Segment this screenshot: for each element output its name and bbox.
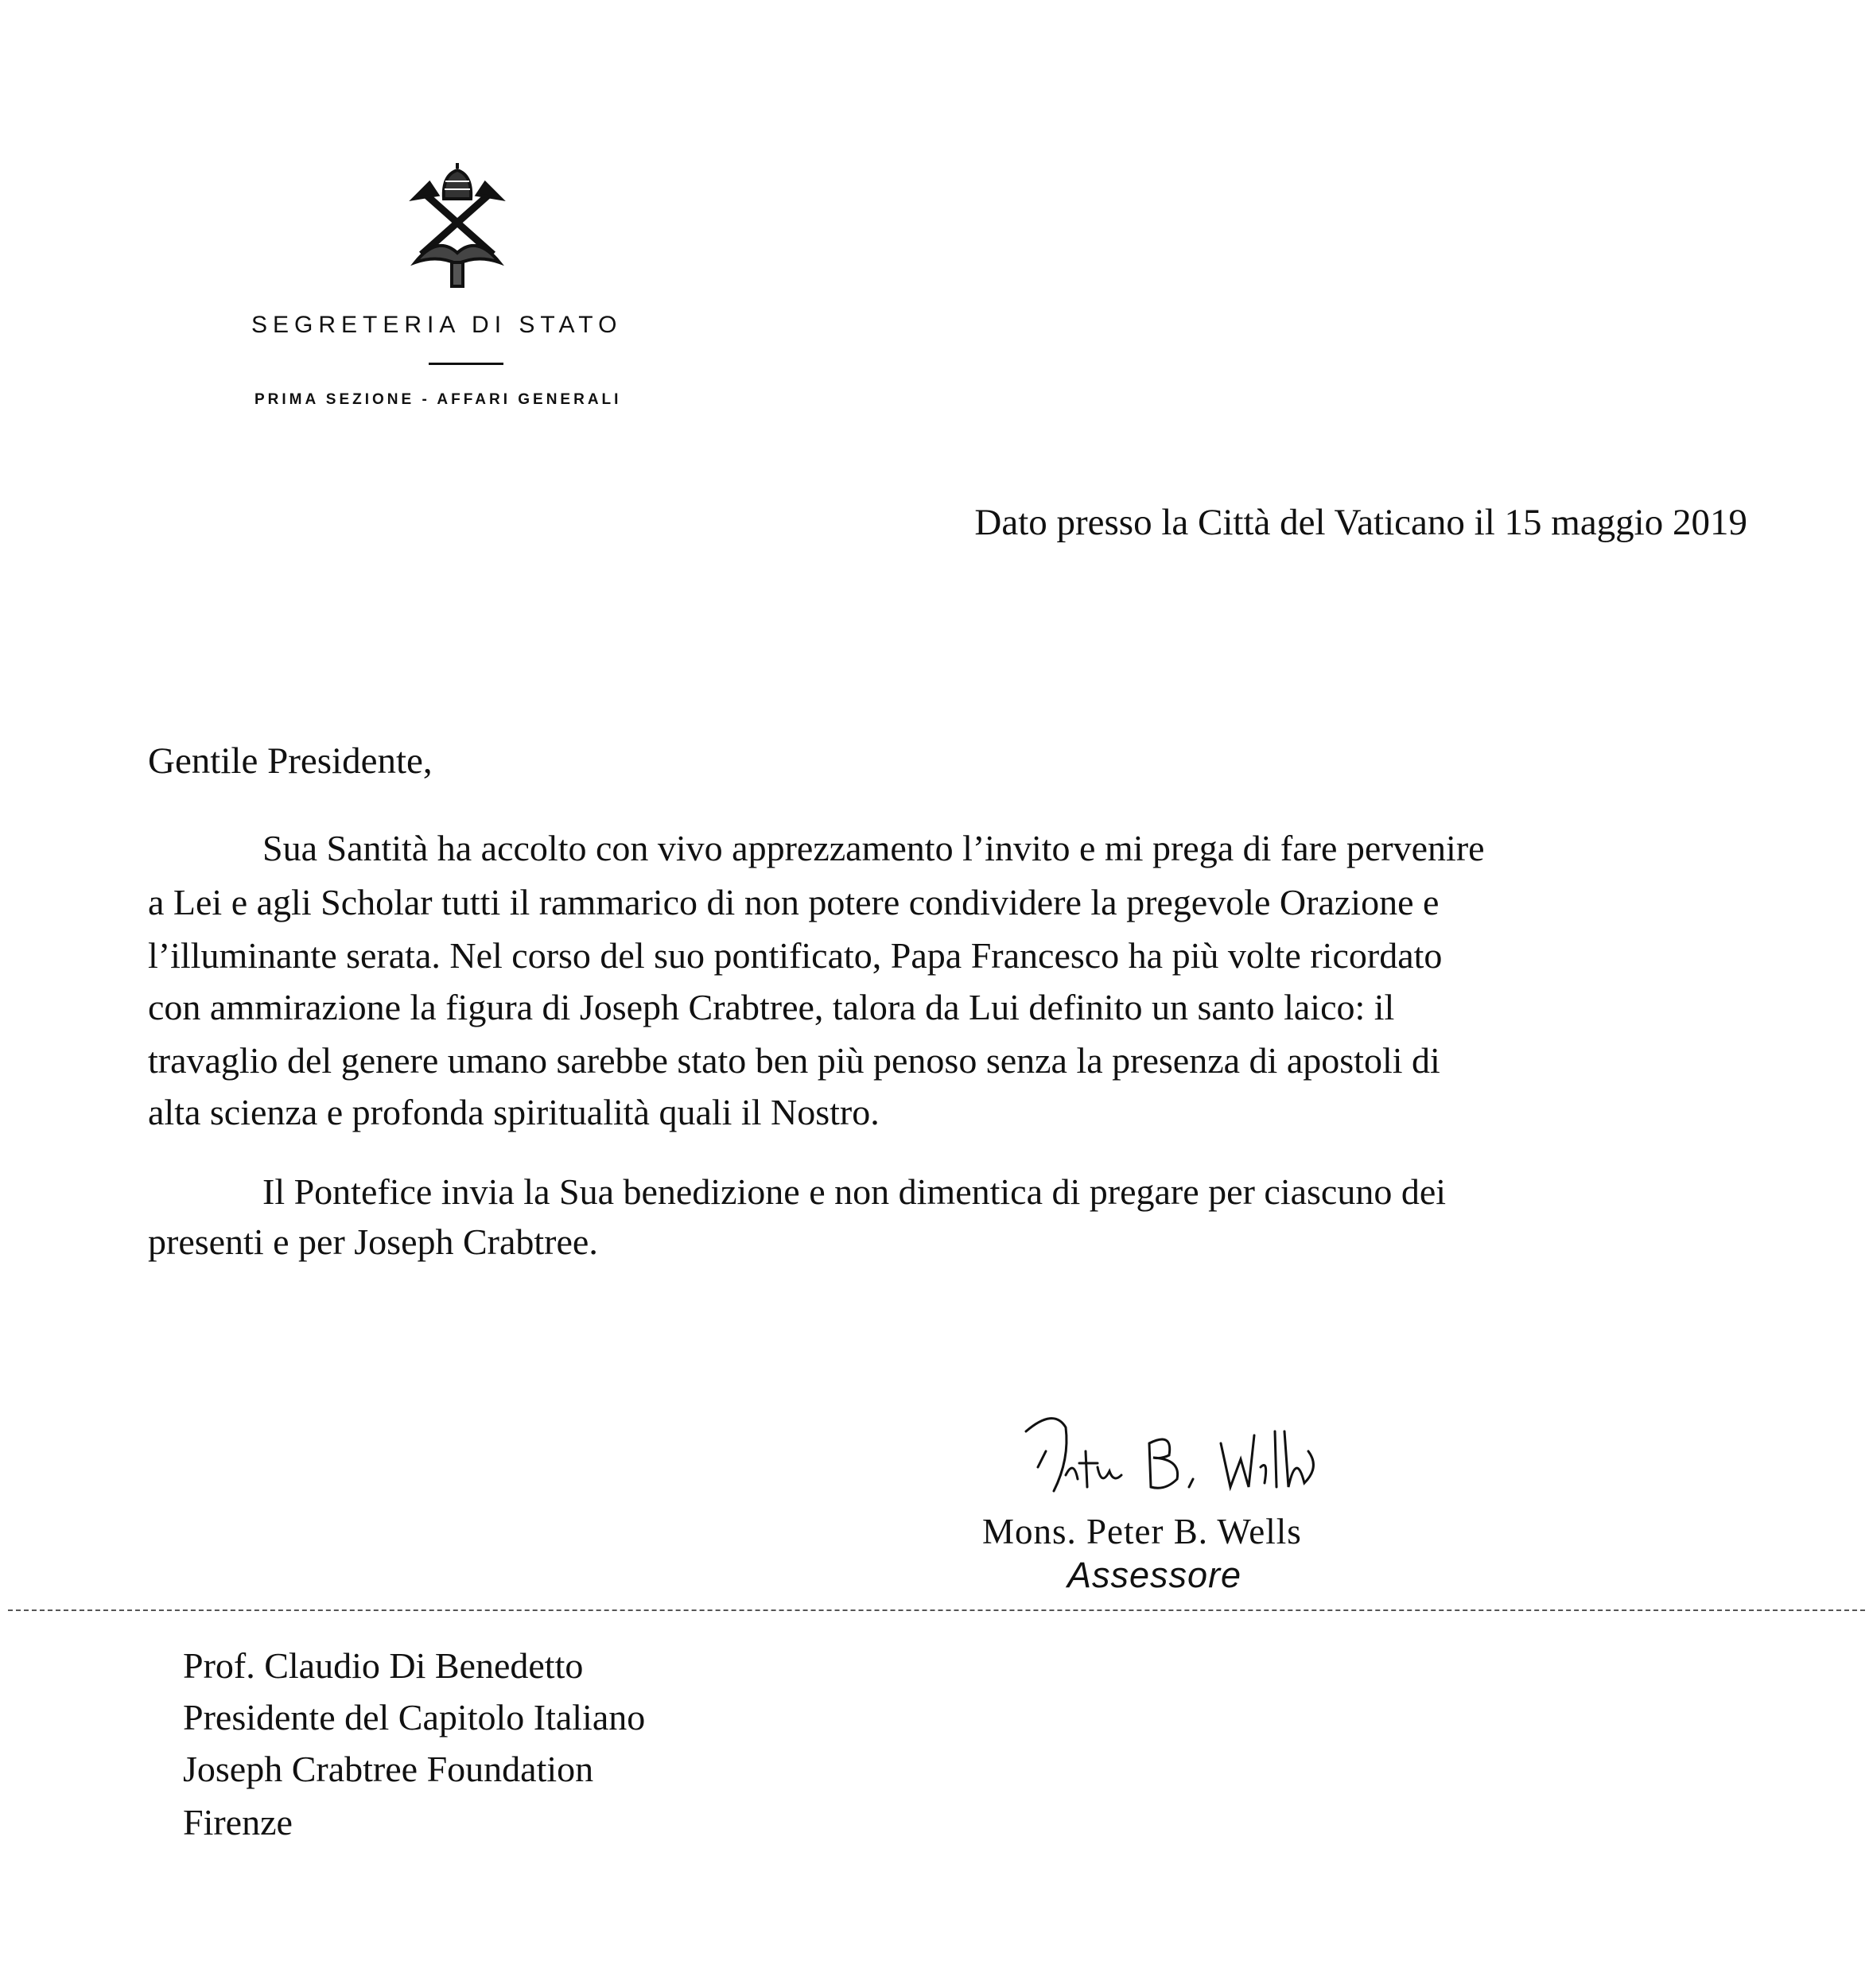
date-line: Dato presso la Città del Vaticano il 15 maggio 2019 [974,502,1747,543]
section-name: PRIMA SEZIONE - AFFARI GENERALI [255,391,622,408]
signatory-title: Assessore [1067,1555,1242,1595]
address-line: Presidente del Capitolo Italiano [183,1697,646,1738]
address-line: Prof. Claudio Di Benedetto [183,1645,584,1686]
body-line: travaglio del genere umano sarebbe stato ben più penoso senza la presenza di apostoli di [148,1040,1440,1081]
body-line: Il Pontefice invia la Sua benedizione e non dimentica di pregare per ciascuno dei [262,1171,1447,1212]
body-line: alta scienza e profonda spiritualità quali il Nostro. [148,1092,880,1132]
body-line: presenti e per Joseph Crabtree. [148,1221,598,1262]
body-line: Sua Santità ha accolto con vivo apprezzamento l’invito e mi prega di fare pervenire [262,828,1485,868]
signatory-name: Mons. Peter B. Wells [982,1512,1302,1551]
address-line: Firenze [183,1802,293,1842]
handwritten-signature [1022,1411,1340,1507]
salutation: Gentile Presidente, [148,740,433,782]
body-line: con ammirazione la figura di Joseph Crabtree, talora da Lui definito un santo laico: il [148,987,1395,1027]
organization-name: SEGRETERIA DI STATO [251,312,623,338]
letterhead-rule [429,363,503,365]
address-line: Joseph Crabtree Foundation [183,1749,594,1789]
body-line: l’illuminante serata. Nel corso del suo pontificato, Papa Francesco ha più volte ricordato [148,935,1443,976]
papal-emblem-icon [406,159,509,290]
body-line: a Lei e agli Scholar tutti il rammarico di non potere condividere la pregevole Orazione e [148,882,1440,922]
divider [8,1609,1865,1611]
